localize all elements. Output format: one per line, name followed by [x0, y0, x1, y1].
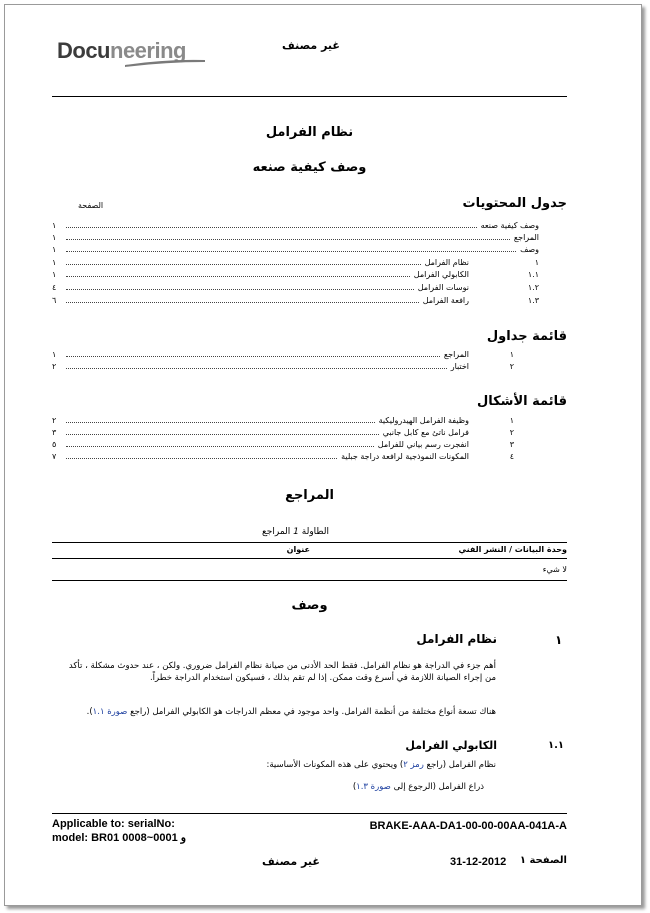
figures_list-row[interactable] [52, 452, 549, 464]
figures_list-title: المكونات النموذجية لرافعة دراجة جبلية [341, 452, 469, 461]
toc-number: ١ [534, 258, 539, 267]
toc-title: نظام الفرامل [424, 258, 469, 267]
tables-list-heading: قائمة جداول [486, 329, 567, 344]
toc-leader-dots [66, 264, 421, 265]
figures_list-number: ٣ [509, 440, 514, 449]
toc-page-number: ٦ [52, 296, 57, 305]
docuneering-logo: Docuneering [57, 38, 186, 63]
toc-leader-dots [66, 276, 410, 277]
section1-paragraph-2: هناك تسعة أنواع مختلفة من أنظمة الفرامل. واحد موجود في معظم الدراجات هو الكابولي الفرامل (راجع صورة ١.١). [86, 707, 496, 717]
figures_list-title: وظيفة الفرامل الهيدروليكية [378, 416, 469, 425]
figures_list-number: ١ [509, 416, 514, 425]
section11-paragraph: نظام الفرامل (راجع رمز ٢) ويحتوي على هذه المكونات الأساسية: [266, 760, 496, 770]
tables_list-leader-dots [66, 356, 440, 357]
references-table-caption: الطاولة 1 المراجع [262, 527, 330, 537]
tables_list-page-number: ٢ [52, 362, 57, 371]
description-heading: وصف [291, 598, 328, 613]
section11-title: الكابولي الفرامل [405, 739, 497, 752]
toc-title: وصف كيفية صنعه [480, 221, 539, 230]
toc-row[interactable] [52, 283, 549, 295]
references-col-title: عنوان [286, 545, 310, 554]
toc-page-number: ٤ [52, 283, 57, 292]
figure-1-3-link[interactable]: صورة ١.٣ [356, 782, 391, 792]
figures_list-leader-dots [66, 458, 337, 459]
toc-leader-dots [66, 289, 414, 290]
tables_list-row[interactable] [52, 362, 549, 374]
symbol-2-link[interactable]: رمز ٢ [403, 760, 424, 770]
figures_list-row[interactable] [52, 428, 549, 440]
figures_list-title: فرامل ناتئ مع كابل جانبي [382, 428, 469, 437]
tables_list-page-number: ١ [52, 350, 57, 359]
toc-heading: جدول المحتويات [462, 196, 567, 211]
references-row-none: لا شيء [542, 565, 567, 574]
figures_list-leader-dots [66, 434, 379, 435]
figure-1-1-link[interactable]: صورة ١.١ [92, 707, 128, 717]
references-col-dmc: وحدة البيانات / النشر الفني [458, 545, 567, 554]
toc-leader-dots [66, 251, 516, 252]
toc-row[interactable] [52, 221, 549, 233]
references-table-bottom-rule [52, 580, 567, 581]
footer-page-label: الصفحة ١ [519, 855, 567, 866]
toc-title: المراجع [513, 233, 539, 242]
section11-number: ١.١ [548, 740, 565, 751]
footer-divider [52, 813, 567, 814]
references-heading: المراجع [285, 488, 334, 503]
header-classification: غير مصنف [282, 39, 340, 52]
header-divider [52, 96, 567, 97]
toc-page-number: ١ [52, 258, 57, 267]
toc-row[interactable] [52, 258, 549, 270]
toc-page-number: ١ [52, 245, 57, 254]
toc-row[interactable] [52, 245, 549, 257]
figures_list-number: ٤ [509, 452, 514, 461]
section1-number: ١ [555, 633, 563, 647]
figures-list-heading: قائمة الأشكال [476, 394, 567, 409]
tables_list-title: المراجع [443, 350, 469, 359]
section11-bullet: ذراع الفرامل (الرجوع إلى صورة ١.٣) [352, 782, 484, 792]
footer-date: 31-12-2012 [450, 856, 507, 868]
toc-title: نوسات الفرامل [417, 283, 469, 292]
toc-row[interactable] [52, 296, 549, 308]
figures_list-page-number: ٧ [52, 452, 57, 461]
section1-paragraph-1: أهم جزء في الدراجة هو نظام الفرامل. فقط الحد الأدنى من صيانة نظام الفرامل ضروري. ولكن ، عند حدوث مشكلة ، تأكد من إجراء الصيانة اللازمة في أسرع وقت ممكن. إذا لم تقم بذلك ، فسيكون استخدام الدراجة خطراً. [68, 661, 496, 683]
figures_list-page-number: ٥ [52, 440, 57, 449]
tables_list-number: ٢ [509, 362, 514, 371]
toc-page-label: الصفحة [78, 201, 104, 210]
toc-leader-dots [66, 227, 477, 228]
footer-applicable: Applicable to: serialNo: [52, 818, 175, 830]
figures_list-page-number: ٢ [52, 416, 57, 425]
toc-page-number: ١ [52, 270, 57, 279]
figures_list-row[interactable] [52, 416, 549, 428]
tables_list-title: اختبار [450, 362, 469, 371]
toc-leader-dots [66, 239, 510, 240]
toc-row[interactable] [52, 233, 549, 245]
toc-number: ١.٣ [527, 296, 539, 305]
document-subtitle: وصف كيفية صنعه [252, 160, 367, 175]
footer-dmc: BRAKE-AAA-DA1-00-00-00AA-041A-A [369, 820, 567, 832]
references-table-top-rule [52, 542, 567, 543]
figures_list-number: ٢ [509, 428, 514, 437]
toc-number: ١.١ [527, 270, 539, 279]
toc-number: ١.٢ [527, 283, 539, 292]
figures_list-leader-dots [66, 422, 375, 423]
footer-classification: غير مصنف [262, 855, 320, 868]
toc-leader-dots [66, 302, 419, 303]
document-title: نظام الفرامل [265, 125, 354, 140]
figures_list-row[interactable] [52, 440, 549, 452]
logo-swoosh-icon [125, 59, 205, 67]
tables_list-number: ١ [509, 350, 514, 359]
footer-model: model: BR01 و 0001~0008 [52, 832, 187, 844]
figures_list-leader-dots [66, 446, 374, 447]
toc-title: رافعة الفرامل [422, 296, 469, 305]
toc-row[interactable] [52, 270, 549, 282]
references-table-header-rule [52, 558, 567, 559]
toc-page-number: ١ [52, 233, 57, 242]
section1-title: نظام الفرامل [416, 632, 497, 646]
figures_list-title: انفجرت رسم بياني للفرامل [377, 440, 469, 449]
toc-title: الكابولي الفرامل [413, 270, 469, 279]
tables_list-leader-dots [66, 368, 447, 369]
tables_list-row[interactable] [52, 350, 549, 362]
toc-page-number: ١ [52, 221, 57, 230]
toc-title: وصف [520, 245, 539, 254]
figures_list-page-number: ٣ [52, 428, 57, 437]
